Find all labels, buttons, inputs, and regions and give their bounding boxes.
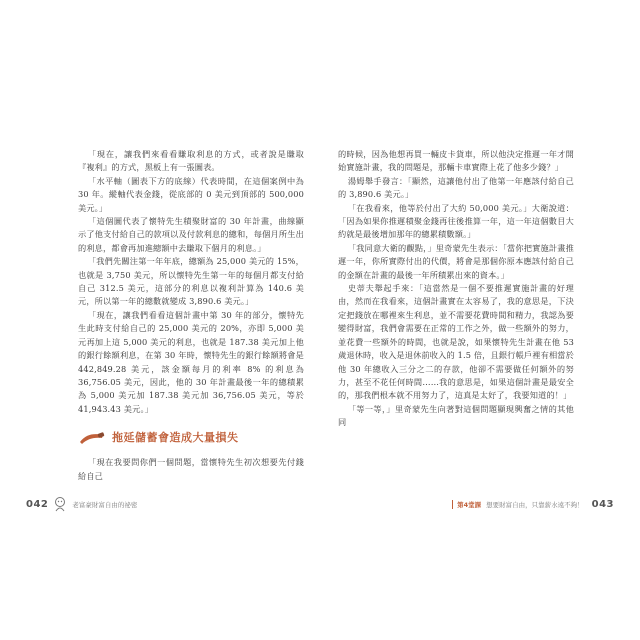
left-paragraph-1: 「現在，讓我們來看看賺取利息的方式，或者說是賺取『複利』的方式，黑板上有一張圖表。 [78,149,304,173]
right-paragraph-4: 「我同意大衛的觀點，」里奇蒙先生表示：「當你把實施計畫推遲一年，你所實際付出的代價，將會是那個你原本應該付給自己的金額在計畫的最後一年所積累出來的資本。」 [338,242,574,280]
right-page [320,0,640,640]
brush-stroke-icon [78,430,106,446]
right-paragraph-1: 的時候，因為他想再買一輛皮卡貨車，所以他決定推遲一年才開始實施計畫，我的問題是，那輛卡車實際上花了他多少錢？」 [338,149,574,173]
left-page-number: 042 [26,498,49,510]
section-title: 拖延儲蓄會造成大量損失 [112,431,239,445]
right-page-number: 043 [591,498,614,510]
right-text-column [338,148,574,430]
left-paragraph-3: 「這個圖代表了懷特先生積聚財富的 30 年計畫，曲線顯示了他支付給自己的款項以及付款利息的總和，每個月所生出的利息，都會再加進總額中去賺取下個月的利息。」 [78,216,304,253]
left-text-column [78,148,304,483]
right-paragraph-5: 史蒂夫舉起手來：「這當然是一個不要推遲實施計畫的好理由，然而在我看來，這個計畫實在太容易了，我的意思是，下決定把錢放在哪裡來生利息，並不需要花費時間和精力，我認為要變得財富，我們會需要在正常的工作之外，做一些額外的努力，並花費一些額外的時間，也就是說，如果懷特先生計畫在他 53 歲退休時，收入是退休前收入的 1.5 倍，且銀行帳戶裡有相當於他 30 年總收入三分之二的存款，他卻不需要做任何額外的努力，甚至不花任何時間……我的意思是，如果這個計畫是最安全的，那我們根本就不用努力了，這真是太好了，我要知道的！」 [338,283,574,401]
left-paragraph-after-heading: 「現在我要問你們一個問題，當懷特先生初次想要先付錢給自己 [78,457,304,481]
right-paragraph-2: 湯姆舉手發言：「顯然，這讓他付出了他第一年應該付給自己的 3,890.6 美元。」 [338,175,574,200]
right-paragraph-6: 「等一等，」里奇蒙先生向著對這個問題顯現興奮之情的其他同 [338,403,574,428]
section-heading [78,430,304,446]
right-footer [452,496,614,512]
right-paragraph-3: 「在我看來，他等於付出了大約 50,000 美元。」大衛說道：「因為如果你推遲積聚金錢再往後推算一年，這一年這個數目大約就是最後增加那年的總累積數額。」 [338,202,574,240]
chapter-tag: 第4堂課 [452,500,481,509]
mascot-icon [53,496,67,512]
left-footer [26,496,137,512]
left-paragraph-4: 「我們先關注第一年年底，總額為 25,000 美元的 15%，也就是 3,750 美元，所以懷特先生第一年的每個月都支付給自己 312.5 美元，這部分的利息以複利計算為 140.6 美元，所以第一年的總數就變成 3,890.6 美元。」 [78,256,304,307]
left-book-title: 老富豪財富自由的祕密 [72,500,138,509]
left-paragraph-5: 「現在，讓我們看看這個計畫中第 30 年的部分，懷特先生此時支付給自己的 25,000 美元的 20%，亦即 5,000 美元再加上這 5,000 美元的利息，也就是 187.38 美元加上他的銀行餘額利息，在第 30 年時，懷特先生的銀行餘額將會是 442,849.28 美元，該金額每月的利率 8% 的利息為 36,756.05 美元，因此，他的 30 年計畫最後一年的總積累為 5,000 美元加 187.38 美元加 36,756.05 美元，等於 41,943.43 美元。」 [78,309,304,414]
chapter-subtitle: 想要財富自由，只靠薪水遠不夠！ [486,500,584,509]
left-paragraph-2: 「水平軸（圖表下方的底線）代表時間，在這個案例中為 30 年。縱軸代表金錢，從底部的 0 美元到頂部的 500,000 美元。」 [78,175,304,213]
